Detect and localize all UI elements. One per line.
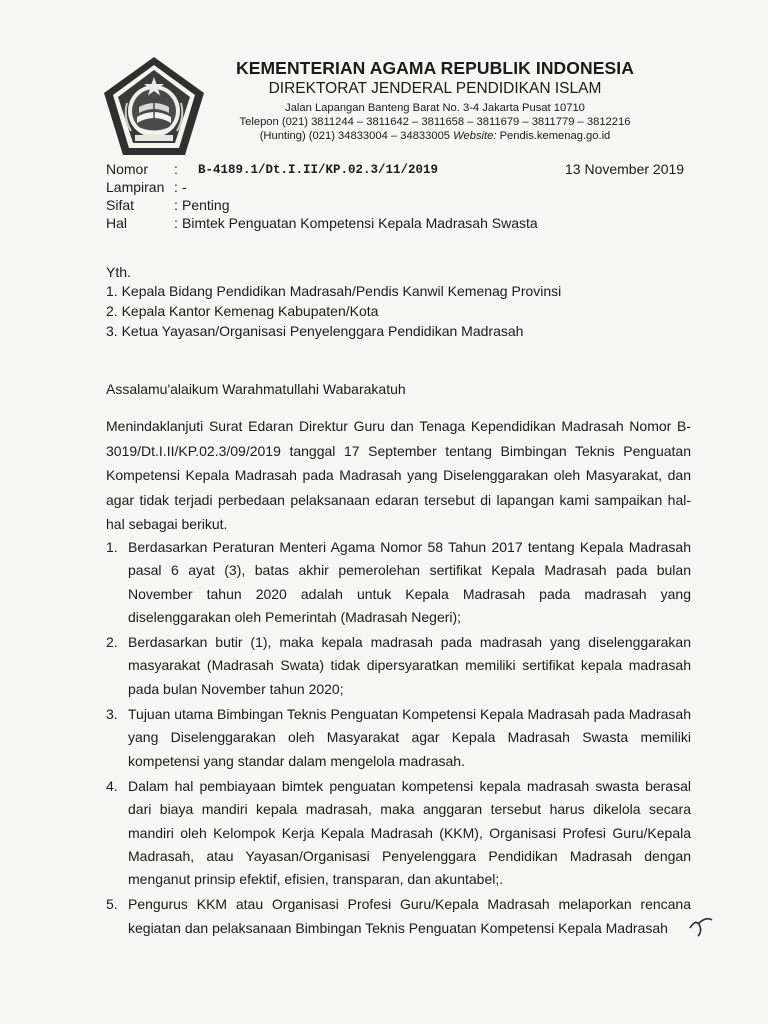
greeting: Assalamu'alaikum Warahmatullahi Wabarakatuh <box>106 381 406 397</box>
recipient-item: 2. Kepala Kantor Kemenag Kabupaten/Kota <box>106 303 379 319</box>
sifat-value: Penting <box>182 197 230 213</box>
lampiran-value: - <box>182 179 187 195</box>
hal-row <box>106 214 706 232</box>
website-label: Website: <box>453 130 497 142</box>
recipient-item: 3. Ketua Yayasan/Organisasi Penyelenggara Pendidikan Madrasah <box>106 323 524 339</box>
address: Jalan Lapangan Banteng Barat No. 3-4 Jakarta Pusat 10710 <box>285 102 585 114</box>
points-list <box>106 536 691 942</box>
intro-paragraph: Menindaklanjuti Surat Edaran Direktur Guru dan Tenaga Kependidikan Madrasah Nomor B-3019/Dt.I.II/KP.02.3/09/2019 tanggal 17 September tentang Bimbingan Teknis Penguatan Kompetensi Kepala Madrasah pada Madrasah yang Diselenggarakan oleh Masyarakat, dan agar tidak terjadi perbedaan pelaksanaan edaran tersebut di lapangan kami sampaikan hal-hal sebagai berikut. <box>106 418 691 532</box>
list-item <box>106 893 691 940</box>
item-text: Dalam hal pembiayaan bimtek penguatan kompetensi kepala madrasah swasta berasal dari biaya mandiri kepala madrasah, maka anggaran tersebut harus dikelola secara mandiri oleh Kelompok Kerja Kepala Madrasah (KKM), Organisasi Profesi Guru/Kepala Madrasah, atau Yayasan/Organisasi Penyelenggara Pendidikan Madrasah dengan menganut prinsip efektif, efisien, transparan, dan akuntabel;. <box>128 777 691 888</box>
recipient-list <box>106 281 561 341</box>
letterhead <box>210 58 660 143</box>
item-text: Pengurus KKM atau Organisasi Profesi Guru/Kepala Madrasah melaporkan rencana kegiatan dan pelaksanaan Bimbingan Teknis Penguatan Kompetensi Kepala Madrasah <box>128 896 691 936</box>
list-item <box>106 536 691 629</box>
colon: : <box>174 179 178 195</box>
paraf-signature-icon <box>688 914 714 938</box>
item-number: 5. <box>106 896 118 913</box>
hal-value: Bimtek Penguatan Kompetensi Kepala Madrasah Swasta <box>182 215 538 231</box>
list-item <box>106 703 691 773</box>
item-number: 4. <box>106 777 118 794</box>
directorate-name: DIREKTORAT JENDERAL PENDIDIKAN ISLAM <box>268 80 602 97</box>
item-number: 1. <box>106 539 118 555</box>
item-number: 2. <box>106 634 118 651</box>
hunting-and-website <box>210 129 660 143</box>
list-item <box>106 631 691 701</box>
colon: : <box>174 215 178 231</box>
colon: : <box>174 161 178 177</box>
website-url: Pendis.kemenag.go.id <box>499 130 611 142</box>
nomor-label: Nomor <box>106 161 149 177</box>
ministry-name: KEMENTERIAN AGAMA REPUBLIK INDONESIA <box>235 58 634 78</box>
item-text: Berdasarkan butir (1), maka kepala madrasah pada madrasah yang diselenggarakan masyarakat (Madrasah Swata) tidak dipersyaratkan memiliki sertifikat kepala madrasah pada bulan November tahun 2020; <box>128 634 691 697</box>
lampiran-label: Lampiran <box>106 179 165 195</box>
sifat-row <box>106 196 706 214</box>
sifat-label: Sifat <box>106 197 135 213</box>
letter-date: 13 November 2019 <box>565 161 685 177</box>
yth-label: Yth. <box>106 264 131 280</box>
lampiran-row <box>106 178 706 196</box>
nomor-value: B-4189.1/Dt.I.II/KP.02.3/11/2019 <box>198 163 439 177</box>
item-number: 3. <box>106 706 118 723</box>
phone-numbers: Telepon (021) 3811244 – 3811642 – 3811658 – 3811679 – 3811779 – 3812216 <box>239 116 631 128</box>
hal-label: Hal <box>106 215 128 231</box>
list-item <box>106 775 691 891</box>
item-text: Berdasarkan Peraturan Menteri Agama Nomor 58 Tahun 2017 tentang Kepala Madrasah pasal 6 ayat (3), batas akhir pemerolehan sertifikat Kepala Madrasah pada bulan November tahun 2020 adalah untuk Kepala Madrasah pada madrasah yang diselenggarakan oleh Pemerintah (Madrasah Negeri); <box>128 539 691 625</box>
kemenag-emblem-icon <box>99 55 209 159</box>
item-text: Tujuan utama Bimbingan Teknis Penguatan Kompetensi Kepala Madrasah pada Madrasah yang Diselenggarakan oleh Masyarakat agar Kepala Madrasah Swasta memiliki kompetensi yang standar dalam mengelola madrasah. <box>128 706 691 769</box>
colon: : <box>174 197 178 213</box>
recipient-item: 1. Kepala Bidang Pendidikan Madrasah/Pendis Kanwil Kemenag Provinsi <box>106 283 562 299</box>
hunting-numbers: (Hunting) (021) 34833004 – 34833005 <box>259 130 451 142</box>
